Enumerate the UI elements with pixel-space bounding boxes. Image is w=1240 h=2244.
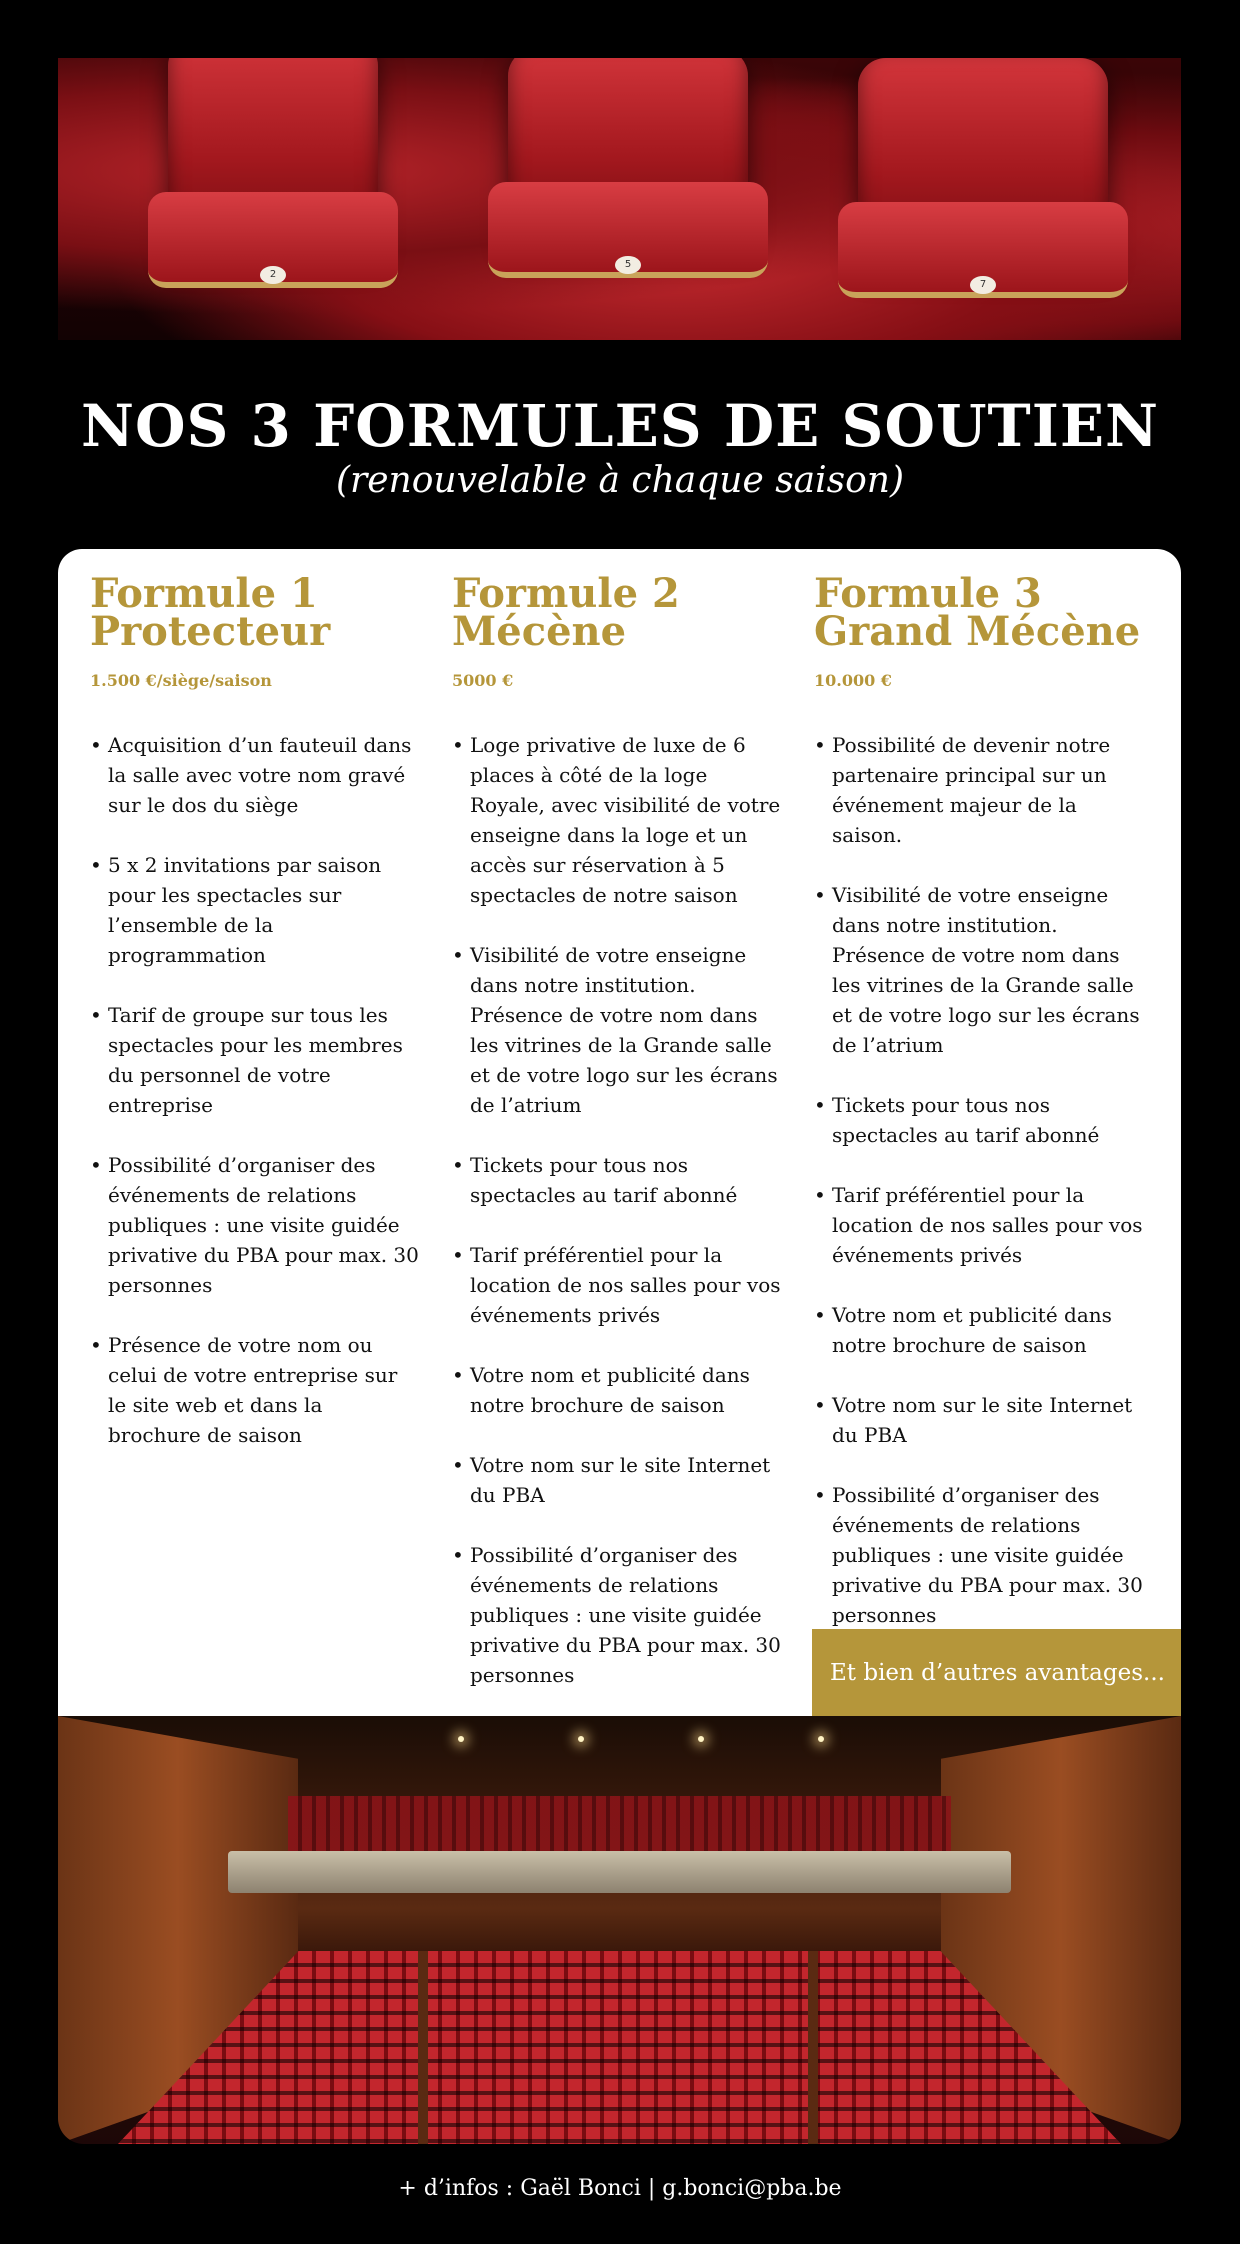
formula-price: 1.500 €/siège/saison [90, 671, 272, 690]
benefit-item: • Tarif préférentiel pour la location de nos salles pour vos événements privés [814, 1180, 1144, 1270]
seat-number: 2 [260, 266, 286, 284]
formula-name: Formule 3 [814, 570, 1042, 617]
benefit-list [814, 730, 1144, 1630]
hall-upper-seats [288, 1796, 951, 1851]
benefit-item: • Votre nom et publicité dans notre brochure de saison [814, 1300, 1144, 1360]
benefit-item: • Possibilité d’organiser des événements de relations publiques : une visite guidée privative du PBA pour max. 30 personnes [452, 1540, 782, 1690]
seat-image [508, 58, 748, 270]
hall-aisle [808, 1951, 818, 2144]
benefit-item: • Possibilité de devenir notre partenaire principal sur un événement majeur de la saison. [814, 730, 1144, 850]
hall-balcony [228, 1851, 1011, 1893]
benefit-item: • Tarif préférentiel pour la location de nos salles pour vos événements privés [452, 1240, 782, 1330]
formula-name: Formule 1 [90, 570, 318, 617]
formula-name: Formule 2 [452, 570, 680, 617]
formulas-card [58, 549, 1181, 1717]
benefit-list [452, 730, 782, 1690]
seat-number: 5 [615, 256, 641, 274]
page-subtitle: (renouvelable à chaque saison) [335, 460, 905, 501]
contact-footer: + d’infos : Gaël Bonci | g.bonci@pba.be [398, 2176, 842, 2201]
hero-seats-photo [58, 58, 1181, 340]
formula-tier: Grand Mécène [814, 608, 1141, 655]
seat-image [858, 58, 1108, 290]
benefit-item: • Votre nom sur le site Internet du PBA [814, 1390, 1144, 1450]
formula-column-3 [814, 570, 1144, 1660]
benefit-item: • Votre nom sur le site Internet du PBA [452, 1450, 782, 1510]
seat-number: 7 [970, 276, 996, 294]
page-title: NOS 3 FORMULES DE SOUTIEN [80, 392, 1160, 460]
benefit-item: • Acquisition d’un fauteuil dans la salle avec votre nom gravé sur le dos du siège [90, 730, 420, 820]
benefit-item: • Visibilité de votre enseigne dans notre institution. Présence de votre nom dans les vitrines de la Grande salle et de votre logo sur les écrans de l’atrium [814, 880, 1144, 1060]
benefit-item: • Visibilité de votre enseigne dans notre institution. Présence de votre nom dans les vitrines de la Grande salle et de votre logo sur les écrans de l’atrium [452, 940, 782, 1120]
hall-light [578, 1736, 584, 1742]
hall-light [458, 1736, 464, 1742]
benefit-item: • Tickets pour tous nos spectacles au tarif abonné [814, 1090, 1144, 1150]
formula-tier: Mécène [452, 608, 627, 655]
benefit-item: • Possibilité d’organiser des événements de relations publiques : une visite guidée privative du PBA pour max. 30 personnes [90, 1150, 420, 1300]
theatre-hall-photo [58, 1716, 1181, 2144]
benefit-item: • Possibilité d’organiser des événements de relations publiques : une visite guidée privative du PBA pour max. 30 personnes [814, 1480, 1144, 1630]
benefit-item: • Tarif de groupe sur tous les spectacles pour les membres du personnel de votre entreprise [90, 1000, 420, 1120]
benefit-item: • Loge privative de luxe de 6 places à côté de la loge Royale, avec visibilité de votre enseigne dans la loge et un accès sur réservation à 5 spectacles de notre saison [452, 730, 782, 910]
hall-aisle [418, 1951, 428, 2144]
seat-image [168, 58, 378, 280]
benefit-list [90, 730, 420, 1450]
formula-price: 10.000 € [814, 671, 892, 690]
formula-tier: Protecteur [90, 608, 331, 655]
benefit-item: • Présence de votre nom ou celui de votre entreprise sur le site web et dans la brochure de saison [90, 1330, 420, 1450]
formula-column-1 [90, 570, 420, 1480]
hall-light [698, 1736, 704, 1742]
formula-column-2 [452, 570, 782, 1720]
more-benefits-banner: Et bien d’autres avantages... [812, 1629, 1181, 1717]
formula-price: 5000 € [452, 671, 514, 690]
hall-light [818, 1736, 824, 1742]
benefit-item: • Tickets pour tous nos spectacles au tarif abonné [452, 1150, 782, 1210]
benefit-item: • 5 x 2 invitations par saison pour les spectacles sur l’ensemble de la programmation [90, 850, 420, 970]
benefit-item: • Votre nom et publicité dans notre brochure de saison [452, 1360, 782, 1420]
